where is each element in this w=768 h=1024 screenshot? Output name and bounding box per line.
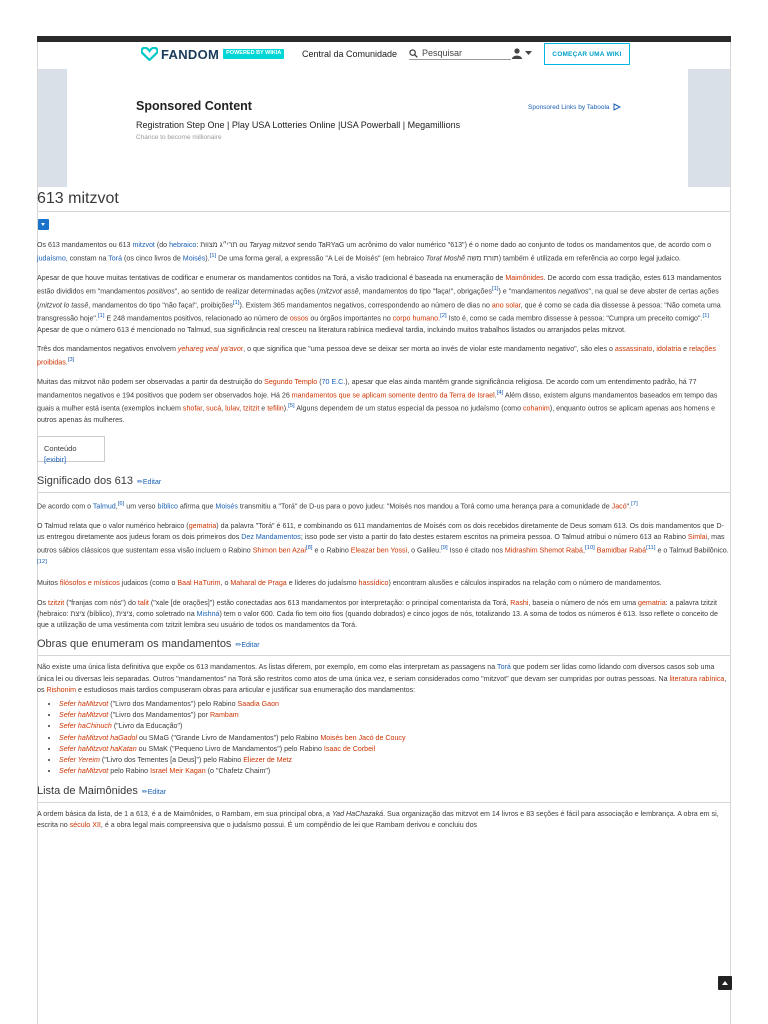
edit-link[interactable]: ✏Editar	[137, 479, 162, 487]
paragraph-10: A ordem básica da lista, de 1 a 613, é a de Maimônides, o Rambam, em sua principal obra, a Yad HaChazaká. Sua organização das mitzvot em 14 livros e 83 seções é fácil para associação e lembrança. A obra em si, escrita no século XII, é a obra legal mais compreensiva que o judaísmo possui. É um compêndio de lei que Rambam derivou e concluiu dos	[37, 809, 719, 829]
fandom-logo[interactable]	[141, 46, 284, 62]
list-item: • Sefer haMitzvot ("Livro dos Mandamentos") pelo Rabino Saadia Gaon	[59, 699, 731, 710]
list-item: • Sefer haChinuch ("Livro da Educação")	[59, 721, 731, 732]
sponsored-content	[38, 69, 730, 187]
ad-left-rail	[38, 69, 67, 187]
list-item: • Sefer haMitzvot ("Livro dos Mandamentos") por Rambam	[59, 710, 731, 721]
chevron-down-icon	[525, 51, 532, 56]
paragraph-6: O Talmud relata que o valor numérico hebraico (gematria) da palavra "Torá" é 611, e combinando os 611 mandamentos de Moisés com os dois recebidos diretamente de Deus somam 613. Os dois mandamentos que D-us entregou diretamente aos judeus foram os dois primeiros dos Dez Mandamentos; isso pode ser visto a partir do fato destes estarem escritos na primeira pessoa. O Talmud atribui o número 613 ao Rabino Simlai, mas outros sábios clássicos que sustentam essa visão incluem o Rabino Shimon ben Azai[8] e o Rabino Eleazar ben Yossi, o Galileu.[9] Isso é citado nos Midrashim Shemot Rabá,[10] Bamidbar Rabá[11] e o Talmud Babilônico.[12]	[37, 521, 729, 565]
ad-title: Sponsored Content	[136, 99, 252, 113]
table-of-contents[interactable]	[37, 436, 105, 465]
edit-label: Editar	[241, 642, 260, 650]
taboola-play-icon	[613, 103, 621, 111]
user-menu[interactable]	[512, 48, 532, 59]
powered-by-badge: POWERED BY WIKIA	[223, 49, 284, 59]
section-title: Lista de Maimônides	[37, 784, 138, 797]
section-heading	[37, 639, 731, 656]
title-divider	[37, 211, 731, 212]
section-heading	[37, 476, 731, 493]
list-item: • Sefer haMitzvot haGadol ou SMaG ("Grande Livro de Mandamentos") pelo Rabino Moisés ben Jacó de Coucy	[59, 733, 731, 744]
search-placeholder: Pesquisar	[422, 48, 463, 58]
section-heading	[37, 786, 731, 803]
toc-toggle[interactable]: [exibir]	[44, 455, 67, 465]
article-content	[37, 240, 731, 839]
paragraph-9: Não existe uma única lista definitiva que expõe os 613 mandamentos. As listas diferem, por exemplo, em como elas interpretam as passagens na Torá que podem ser lidas como lidando com diversos casos sob uma única lei ou diversas leis separadas. Outros "mandamentos" na Torá são restritos como atos de uma única vez, e seriam considerados como "mitzvot" que devam ser cumpridas por outras pessoas. Na literatura rabínica, os Rishonim e estudiosos mais tardios compuseram obras para articular e justificar sua enumeração dos mandamentos:	[37, 663, 727, 694]
paragraph-8: Os tzitzit ("franjas com nós") do talit ("xale [de orações]") estão conectadas aos 613 mandamentos por interpretação: o principal comentarista da Torá, Rashi, baseia o número de nós em uma gematria: a palavra tzitzit (hebraico: ציצת (bíblico), ציצית, como soletrado na Mishná) tem o valor 600. Cada fio tem oito fios (quando dobrados) e cinco jogos de nós, totalizando 13. A soma de todos os números é 613. Isso reflete o conceito de que a utilização de uma vestimenta com tzitzit lembra seu usuário de todos os mandamentos da Torá.	[37, 598, 718, 630]
paragraph-2: Apesar de que houve muitas tentativas de codificar e enumerar os mandamentos contidos na Torá, a visão tradicional é baseada na enumeração de Maimônides. De acordo com essa tradição, estes 613 mandamentos estão divididos em "mandamentos positivos", ao sentido de realizar determinadas ações (mitzvot assê, mandamentos do tipo "faça!", obrigações[1]) e "mandamentos negativos", na qual se deve abster de certas ações (mitzvot lo tassê, mandamentos do tipo "não faça!", proibições[1]). Existem 365 mandamentos negativos, correspondendo ao número de dias no ano solar, que é como se cada dia dissesse à pessoa: "Não cometa uma transgressão hoje".[1] E 248 mandamentos positivos, relacionado ao número de ossos ou órgãos importantes no corpo humano.[2] Isto é, como se cada membro dissesse à pessoa: "Cumpra um preceito comigo".[1] Apesar de que o número 613 é mencionado no Talmud, sua significância real cresceu na literatura rabínica medieval tardia, incluindo muitos trabalhos listados ou arranjados pelas mitzvot.	[37, 273, 722, 334]
ad-right-rail	[688, 69, 730, 187]
page-title: 613 mitzvot	[37, 190, 119, 207]
taboola-link[interactable]	[528, 103, 621, 111]
section-title: Significado dos 613	[37, 475, 134, 488]
toc-label: Conteúdo	[44, 444, 77, 454]
paragraph-5: De acordo com o Talmud,[6] um verso bíblico afirma que Moisés transmitiu a "Torá" de D-us para o povo judeu: "Moisés nos mandou a Torá como uma herança para a comunidade de Jacó".[7]	[37, 501, 638, 511]
edit-label: Editar	[142, 479, 162, 487]
list-item: • Sefer haMitzvot haKatan ou SMaK ("Pequeno Livro de Mandamentos") pelo Rabino Isaac de Corbeil	[59, 744, 731, 755]
user-icon	[512, 48, 522, 59]
edit-link[interactable]: ✏Editar	[235, 642, 260, 650]
fandom-heart-icon	[141, 47, 158, 61]
scroll-to-top-button[interactable]	[718, 976, 732, 990]
edit-link[interactable]: ✏Editar	[141, 788, 167, 796]
global-navigation	[38, 42, 730, 68]
ad-headline[interactable]: Registration Step One | Play USA Lotteries Online |USA Powerball | Megamillions	[136, 120, 461, 130]
paragraph-3: Três dos mandamentos negativos envolvem yehareg veal ya'avor, o que significa que "uma pessoa deve se deixar ser morta ao invés de violar este mandamento negativo", são eles o assassinato, idolatria e relações proibidas.[3]	[37, 344, 716, 367]
section-title: Obras que enumeram os mandamentos	[37, 638, 232, 651]
community-link[interactable]: Central da Comunidade	[302, 49, 398, 59]
paragraph-7: Muitos filósofos e místicos judaicos (como o Baal HaTurim, o Maharal de Praga e líderes do judaísmo hassídico) encontram alusões e cálculos inspirados na relação com o número de mandamentos.	[37, 579, 662, 588]
paragraph-4: Muitas das mitzvot não podem ser observadas a partir da destruição do Segundo Templo (70 E.C.), apesar que elas ainda mantêm grande significância religiosa. De acordo com um entendimento padrão, há 77 mandamentos negativos e 194 positivos que podem ser observados hoje. Há 26 mandamentos que se aplicam somente dentro da Terra de Israel.[4] Além disso, existem alguns mandamentos baseados em tempo das quais a mulher está isenta (exemplos incluem shofar, sucá, lulav, tzitzit e tefilin).[5] Alguns dependem de um status especial da pessoa no judaísmo (como cohanim), enquanto outros se aplicam apenas aos homens e outros apenas às mulheres.	[37, 377, 718, 424]
start-wiki-button[interactable]: COMEÇAR UMA WIKI	[544, 43, 630, 65]
search-icon	[409, 49, 418, 58]
taboola-label: Sponsored Links by Taboola	[528, 103, 610, 111]
intro-paragraph: Os 613 mandamentos ou 613 mitzvot (do hebraico: תרי״ג מצוות ou Taryag mitzvot sendo TaRYaG um acrônimo do valor numérico "613") é o nome dado ao conjunto de todos os mandamentos que, de acordo com o judaísmo, constam na Torá (os cinco livros de Moisés).[1] De uma forma geral, a expressão "A Lei de Moisés" (em hebraico Torat Moshê תורת משה) também é utilizada em referência ao corpo legal judaico.	[37, 241, 712, 263]
search-input[interactable]	[409, 47, 511, 60]
list-item: • Sefer Yereim ("Livro dos Tementes [a Deus]") pelo Rabino Eliezer de Metz	[59, 755, 731, 766]
brand-name: FANDOM	[161, 46, 220, 62]
edit-label: Editar	[147, 788, 167, 796]
works-list	[59, 699, 731, 777]
list-item: • Sefer haMitzvot pelo Rabino Israel Meir Kagan (o "Chafetz Chaim")	[59, 766, 731, 777]
page-tools-dropdown[interactable]	[38, 219, 49, 230]
ad-subtext: Chance to become millionaire	[136, 134, 222, 141]
